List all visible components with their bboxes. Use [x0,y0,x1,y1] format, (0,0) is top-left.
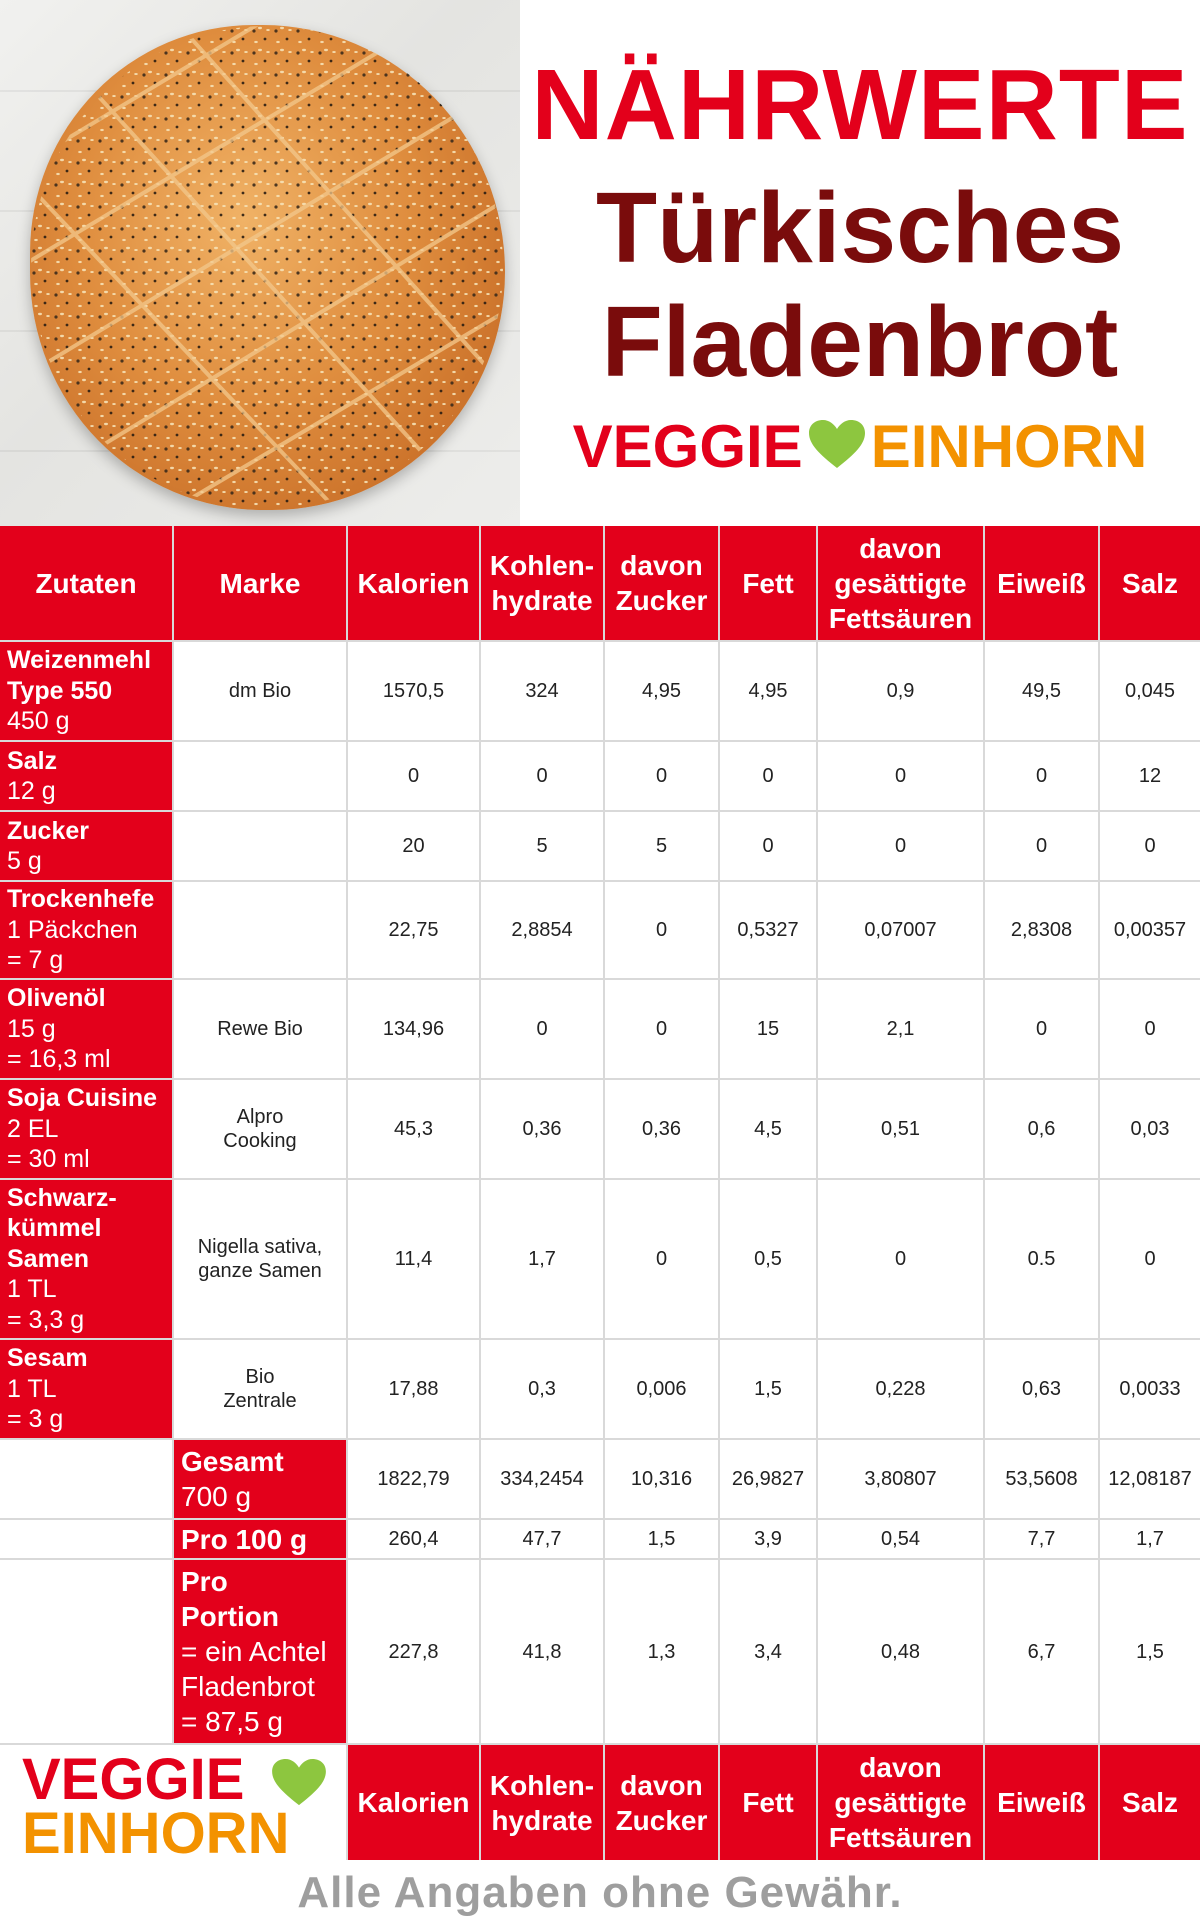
footer-header-gesaettigte-line-1: davon [859,1752,942,1783]
ingredient-name: Salz [7,746,58,775]
total-label-detail: 700 g [181,1481,252,1512]
disclaimer: Alle Angaben ohne Gewähr. [297,1868,903,1917]
total-value-kalorien: 1822,79 [348,1440,479,1518]
total-label-cell [174,1440,346,1518]
value-fett: 0,5 [720,1180,816,1338]
value-kalorien: 22,75 [348,882,479,978]
value-zucker: 0,006 [605,1340,718,1438]
value-gesaettigte-fettsaeuren: 0 [818,742,983,810]
footer-logo-einhorn: EINHORN [22,1801,290,1866]
header-kalorien: Kalorien [348,526,479,640]
ingredient-name: Schwarz- [7,1183,117,1212]
ingredient-cell [0,1080,172,1178]
value-fett: 0 [720,742,816,810]
value-fett: 4,5 [720,1080,816,1178]
ingredient-name: Type 550 [7,676,113,705]
value-gesaettigte-fettsaeuren: 2,1 [818,980,983,1078]
total-value-eiweiss: 53,5608 [985,1440,1098,1518]
empty-cell [0,1520,172,1558]
value-kalorien: 11,4 [348,1180,479,1338]
ingredient-amount: 2 EL [7,1114,59,1143]
footer-logo-cell [0,1745,346,1866]
value-kalorien: 1570,5 [348,642,479,740]
value-kohlenhydrate: 5 [481,812,603,880]
brand-name-veggie: VEGGIE [572,413,803,480]
ingredient-amount: 1 Päckchen [7,915,138,944]
value-kohlenhydrate: 324 [481,642,603,740]
brand-cell [174,642,346,740]
header-gesaettigte-line-2: gesättigte [834,567,967,599]
footer-logo-veggie: VEGGIE [22,1747,245,1812]
brand-text: Zentrale [223,1390,297,1412]
footer-header-gesaettigte-line-3: Fettsäuren [828,1822,973,1853]
value-zucker: 0 [605,980,718,1078]
brand-name-einhorn: EINHORN [870,413,1148,480]
value-eiweiss: 0 [985,812,1098,880]
ingredient-amount: 12 g [7,777,56,805]
ingredient-amount: 15 g [7,1014,56,1043]
nutrition-table [0,526,1200,1866]
total-value-eiweiss: 6,7 [985,1560,1098,1743]
value-eiweiss: 0,6 [985,1080,1098,1178]
total-label: Pro [181,1566,228,1597]
footer-header-eiweiss: Eiweiß [985,1745,1098,1860]
recipe-title-line-1: Türkisches [595,172,1125,284]
value-eiweiss: 2,8308 [985,882,1098,978]
footer-header-salz: Salz [1100,1745,1200,1860]
ingredient-amount: 5 g [7,847,42,875]
ingredient-amount: = 3 g [7,1405,64,1434]
value-salz: 12 [1100,742,1200,810]
total-value-kalorien: 227,8 [348,1560,479,1743]
ingredient-name: Soja Cuisine [7,1084,158,1113]
value-fett: 4,95 [720,642,816,740]
total-value-kohlenhydrate: 47,7 [481,1520,603,1558]
value-eiweiss: 0 [985,980,1098,1078]
total-value-gesaettigte-fettsaeuren: 0,54 [818,1520,983,1558]
brand-text: Alpro [236,1106,284,1128]
footer-header-fett: Fett [720,1745,816,1860]
footer-header-davon-zucker [605,1745,718,1860]
ingredient-amount: = 3,3 g [7,1305,85,1334]
total-label-detail: = 87,5 g [181,1706,283,1737]
value-gesaettigte-fettsaeuren: 0 [818,1180,983,1338]
header-kohlenhydrate [481,526,603,640]
total-value-kohlenhydrate: 41,8 [481,1560,603,1743]
footer-header-davon-zucker-line-1: davon [620,1769,703,1801]
header-kohlenhydrate-line-1: Kohlen- [489,550,595,581]
ingredient-name: Sesam [7,1344,88,1373]
value-kohlenhydrate: 1,7 [481,1180,603,1338]
value-salz: 0,00357 [1100,882,1200,978]
value-gesaettigte-fettsaeuren: 0,228 [818,1340,983,1438]
brand-text: Rewe Bio [217,1018,303,1040]
total-label: Gesamt [181,1446,284,1477]
brand-cell [174,882,346,978]
value-fett: 1,5 [720,1340,816,1438]
empty-cell [0,1440,172,1518]
total-label-cell [174,1520,346,1558]
value-zucker: 4,95 [605,642,718,740]
value-fett: 0,5327 [720,882,816,978]
brand-cell [174,1180,346,1338]
heart-icon [809,420,865,470]
header-kohlenhydrate-line-2: hydrate [491,585,593,616]
ingredient-name: kümmel [7,1214,102,1243]
ingredient-name: Trockenhefe [7,885,155,914]
page-title: NÄHRWERTE [531,49,1189,161]
total-label-detail: Fladenbrot [181,1671,315,1702]
value-zucker: 0 [605,742,718,810]
brand-text: dm Bio [228,680,292,702]
total-value-salz: 1,7 [1100,1520,1200,1558]
ingredient-cell [0,642,172,740]
header-eiweiss: Eiweiß [985,526,1098,640]
value-kalorien: 45,3 [348,1080,479,1178]
bread-scoring-pattern [30,25,505,510]
header-titles [520,0,1200,526]
value-eiweiss: 0.5 [985,1180,1098,1338]
header-gesaettigte-line-1: davon [859,532,942,564]
heart-icon [272,1759,326,1807]
value-salz: 0 [1100,980,1200,1078]
value-zucker: 0 [605,1180,718,1338]
total-label: Portion [181,1601,279,1632]
header-gesaettigte-fettsaeuren [818,526,983,640]
brand-cell [174,742,346,810]
ingredient-amount: 450 g [7,707,70,736]
total-value-kohlenhydrate: 334,2454 [481,1440,603,1518]
ingredient-name: Zucker [7,816,89,845]
total-value-salz: 1,5 [1100,1560,1200,1743]
footer-header-davon-zucker-line-2: Zucker [615,1804,708,1836]
brand-cell [174,1080,346,1178]
footer-header-kohlenhydrate-line-2: hydrate [491,1804,593,1836]
brand-text: Bio [245,1366,275,1388]
value-kalorien: 20 [348,812,479,880]
value-fett: 0 [720,812,816,880]
total-value-fett: 26,9827 [720,1440,816,1518]
footer-header-kalorien: Kalorien [348,1745,479,1860]
header-fett: Fett [720,526,816,640]
footer-header-gesaettigte-line-2: gesättigte [834,1787,967,1818]
total-label-detail: = ein Achtel [181,1636,327,1667]
value-eiweiss: 0 [985,742,1098,810]
value-zucker: 5 [605,812,718,880]
ingredient-name: Samen [7,1244,89,1273]
total-value-kalorien: 260,4 [348,1520,479,1558]
value-salz: 0,0033 [1100,1340,1200,1438]
total-value-fett: 3,4 [720,1560,816,1743]
ingredient-cell [0,812,172,880]
brand-cell [174,980,346,1078]
brand-text: ganze Samen [198,1260,322,1282]
value-zucker: 0 [605,882,718,978]
value-zucker: 0,36 [605,1080,718,1178]
value-kalorien: 134,96 [348,980,479,1078]
total-value-gesaettigte-fettsaeuren: 3,80807 [818,1440,983,1518]
value-salz: 0,03 [1100,1080,1200,1178]
ingredient-name: Olivenöl [7,984,106,1013]
value-kalorien: 17,88 [348,1340,479,1438]
footer-header-gesaettigte-fettsaeuren [818,1745,983,1860]
value-kalorien: 0 [348,742,479,810]
ingredient-cell [0,1340,172,1438]
header-davon-zucker-line-2: Zucker [615,585,708,616]
header-davon-zucker-line-1: davon [620,550,703,581]
ingredient-cell [0,882,172,978]
footer-header-kohlenhydrate-line-1: Kohlen- [489,1769,595,1801]
brand-cell [174,812,346,880]
value-gesaettigte-fettsaeuren: 0 [818,812,983,880]
total-label-cell [174,1560,346,1743]
total-value-eiweiss: 7,7 [985,1520,1098,1558]
header-zutaten: Zutaten [0,526,172,640]
total-value-zucker: 1,5 [605,1520,718,1558]
value-gesaettigte-fettsaeuren: 0,07007 [818,882,983,978]
value-salz: 0 [1100,1180,1200,1338]
ingredient-amount: = 7 g [7,946,64,975]
header-davon-zucker [605,526,718,640]
value-fett: 15 [720,980,816,1078]
ingredient-amount: 1 TL [7,1275,57,1304]
value-kohlenhydrate: 0 [481,742,603,810]
header-salz: Salz [1100,526,1200,640]
value-gesaettigte-fettsaeuren: 0,9 [818,642,983,740]
brand-text: Nigella sativa, [197,1236,323,1258]
ingredient-cell [0,980,172,1078]
total-value-zucker: 10,316 [605,1440,718,1518]
ingredient-name: Weizenmehl [7,646,152,675]
value-gesaettigte-fettsaeuren: 0,51 [818,1080,983,1178]
ingredient-cell [0,1180,172,1338]
value-eiweiss: 49,5 [985,642,1098,740]
value-eiweiss: 0,63 [985,1340,1098,1438]
total-value-salz: 12,08187 [1100,1440,1200,1518]
bread-photo [0,0,520,526]
ingredient-amount: 1 TL [7,1374,57,1403]
ingredient-cell [0,742,172,810]
header-marke: Marke [174,526,346,640]
value-salz: 0 [1100,812,1200,880]
header-gesaettigte-line-3: Fettsäuren [828,602,973,634]
value-kohlenhydrate: 0 [481,980,603,1078]
recipe-title-line-2: Fladenbrot [601,286,1119,398]
value-kohlenhydrate: 0,3 [481,1340,603,1438]
empty-cell [0,1560,172,1743]
footer-header-kohlenhydrate [481,1745,603,1860]
value-kohlenhydrate: 2,8854 [481,882,603,978]
ingredient-amount: = 30 ml [7,1145,90,1174]
total-label: Pro 100 g [181,1523,308,1555]
ingredient-amount: = 16,3 ml [7,1045,111,1074]
brand-logo [520,412,1200,482]
value-salz: 0,045 [1100,642,1200,740]
total-value-fett: 3,9 [720,1520,816,1558]
total-value-gesaettigte-fettsaeuren: 0,48 [818,1560,983,1743]
value-kohlenhydrate: 0,36 [481,1080,603,1178]
total-value-zucker: 1,3 [605,1560,718,1743]
brand-cell [174,1340,346,1438]
brand-text: Cooking [223,1130,297,1152]
